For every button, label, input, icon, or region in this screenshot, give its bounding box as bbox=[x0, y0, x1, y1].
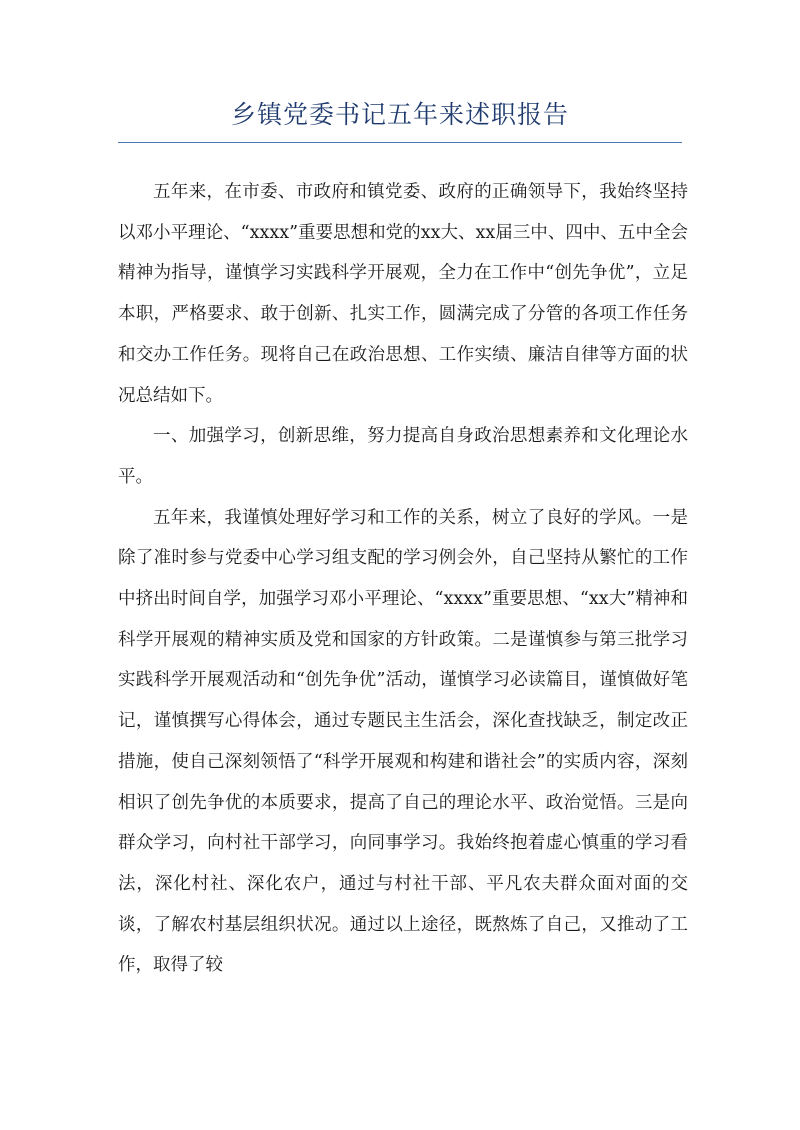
title-divider bbox=[118, 142, 682, 143]
document-title: 乡镇党委书记五年来述职报告 bbox=[230, 100, 569, 129]
section-heading-1: 一、加强学习，创新思维，努力提高自身政治思想素养和文化理论水平。 bbox=[118, 426, 688, 487]
paragraph-intro: 五年来，在市委、市政府和镇党委、政府的正确领导下，我始终坚持以邓小平理论、“xxxx”重要思想和党的xx大、xx届三中、四中、五中全会精神为指导，谨慎学习实践科学开展观，全力在工作中“创先争优”，立足本职，严格要求、敢于创新、扎实工作，圆满完成了分管的各项工作任务和交办工作任务。现将自己在政治思想、工作实绩、廉洁自律等方面的状况总结如下。 bbox=[118, 182, 688, 406]
document-body bbox=[118, 172, 688, 986]
paragraph-study: 五年来，我谨慎处理好学习和工作的关系，树立了良好的学风。一是除了准时参与党委中心学习组支配的学习例会外，自己坚持从繁忙的工作中挤出时间自学，加强学习邓小平理论、“xxxx”重要思想、“xx大”精神和科学开展观的精神实质及党和国家的方针政策。二是谨慎参与第三批学习实践科学开展观活动和“创先争优”活动，谨慎学习必读篇目，谨慎做好笔记，谨慎撰写心得体会，通过专题民主生活会，深化查找缺乏，制定改正措施，使自己深刻领悟了“科学开展观和构建和谐社会”的实质内容，深刻相识了创先争优的本质要求，提高了自己的理论水平、政治觉悟。三是向群众学习，向村社干部学习，向同事学习。我始终抱着虚心慎重的学习看法，深化村社、深化农户，通过与村社干部、平凡农夫群众面对面的交谈，了解农村基层组织状况。通过以上途径，既熬炼了自己，又推动了工作，取得了较 bbox=[118, 507, 688, 976]
